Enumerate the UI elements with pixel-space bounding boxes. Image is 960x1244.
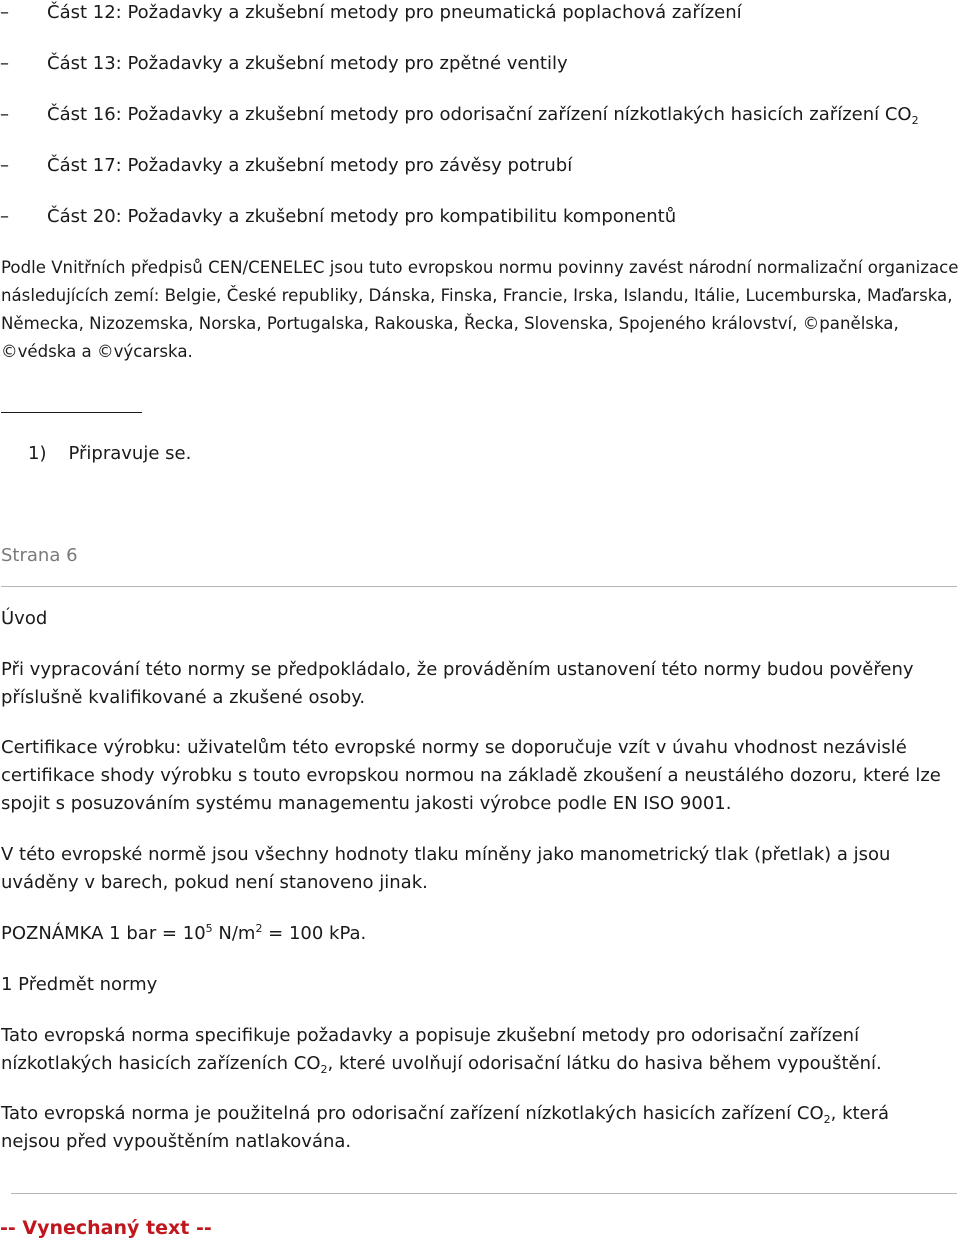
omitted-text-marker: -- Vynechaný text -- (0, 1217, 212, 1239)
scope-paragraph (1, 1100, 941, 1156)
superscript: 2 (255, 922, 263, 935)
subscript: 2 (320, 1063, 328, 1076)
list-item-text: Část 17: Požadavky a zkušební metody pro závěsy potrubí (47, 155, 573, 176)
subscript: 2 (911, 114, 919, 127)
section-heading: 1 Předmět normy (1, 974, 158, 995)
note-prefix: POZNÁMKA 1 bar = 10 (1, 923, 206, 944)
scope-text: , které uvolňují odorisační látku do hasiva během vypouštění. (327, 1053, 882, 1074)
list-item-text (47, 102, 919, 128)
intro-paragraph: V této evropské normě jsou všechny hodnoty tlaku míněny jako manometrický tlak (přetlak) a jsou uváděny v barech, pokud není stanoveno jinak. (1, 844, 891, 893)
list-dash: – (0, 53, 9, 74)
scope-paragraph (1, 1022, 931, 1078)
note-suffix: = 100 kPa. (262, 923, 367, 944)
note (1, 921, 366, 947)
content-separator (11, 1193, 957, 1194)
list-item-main-text: Část 16: Požadavky a zkušební metody pro odorisační zařízení nízkotlakých hasicích zařízení CO (47, 104, 912, 125)
footnote-number: 1) (28, 443, 47, 464)
intro-paragraph: Certifikace výrobku: uživatelům této evropské normy se doporučuje vzít v úvahu vhodnost nezávislé certifikace shody výrobku s touto evropskou normou na základě zkoušení a neustálého dozoru, které lze spojit s posuzováním systému managementu jakosti výrobce podle EN ISO 9001. (1, 737, 941, 814)
list-item-text: Část 12: Požadavky a zkušební metody pro pneumatická poplachová zařízení (47, 2, 742, 23)
subscript: 2 (823, 1113, 831, 1126)
scope-text: Tato evropská norma je použitelná pro odorisační zařízení nízkotlakých hasicích zařízení CO (1, 1103, 824, 1124)
page-label: Strana 6 (1, 545, 78, 566)
list-item-text: Část 13: Požadavky a zkušební metody pro zpětné ventily (47, 53, 568, 74)
scope-text: Tato evropská norma specifikuje požadavky a popisuje zkušební metody pro odorisační zařízení nízkotlakých hasicích zařízeních CO (1, 1025, 860, 1074)
intro-heading: Úvod (1, 608, 48, 629)
footnote (28, 441, 191, 467)
footnote-rule (1, 412, 142, 413)
list-dash: – (0, 155, 9, 176)
list-item-text: Část 20: Požadavky a zkušební metody pro kompatibilitu komponentů (47, 206, 677, 227)
note-mid: N/m (212, 923, 256, 944)
intro-paragraph: Při vypracování této normy se předpokládalo, že prováděním ustanovení této normy budou pověřeny příslušně kvalifikované a zkušené osoby. (1, 659, 914, 708)
list-dash: – (0, 2, 9, 23)
scope-text: , která nejsou před vypouštěním natlakována. (1, 1103, 890, 1152)
list-dash: – (0, 104, 9, 125)
footnote-text: Připravuje se. (68, 443, 192, 464)
page-separator (1, 586, 957, 587)
cenelec-paragraph: Podle Vnitřních předpisů CEN/CENELEC jsou tuto evropskou normu povinny zavést národní normalizační organizace následujících zemí: Belgie, České republiky, Dánska, Finska, Francie, Irska, Islandu, Itálie, Lucemburska, Maďarska, Německa, Nizozemska, Norska, Portugalska, Rakouska, Řecka, Slovenska, Spojeného království, ©panělska, ©védska a ©výcarska. (1, 258, 959, 361)
list-dash: – (0, 206, 9, 227)
superscript: 5 (205, 922, 213, 935)
